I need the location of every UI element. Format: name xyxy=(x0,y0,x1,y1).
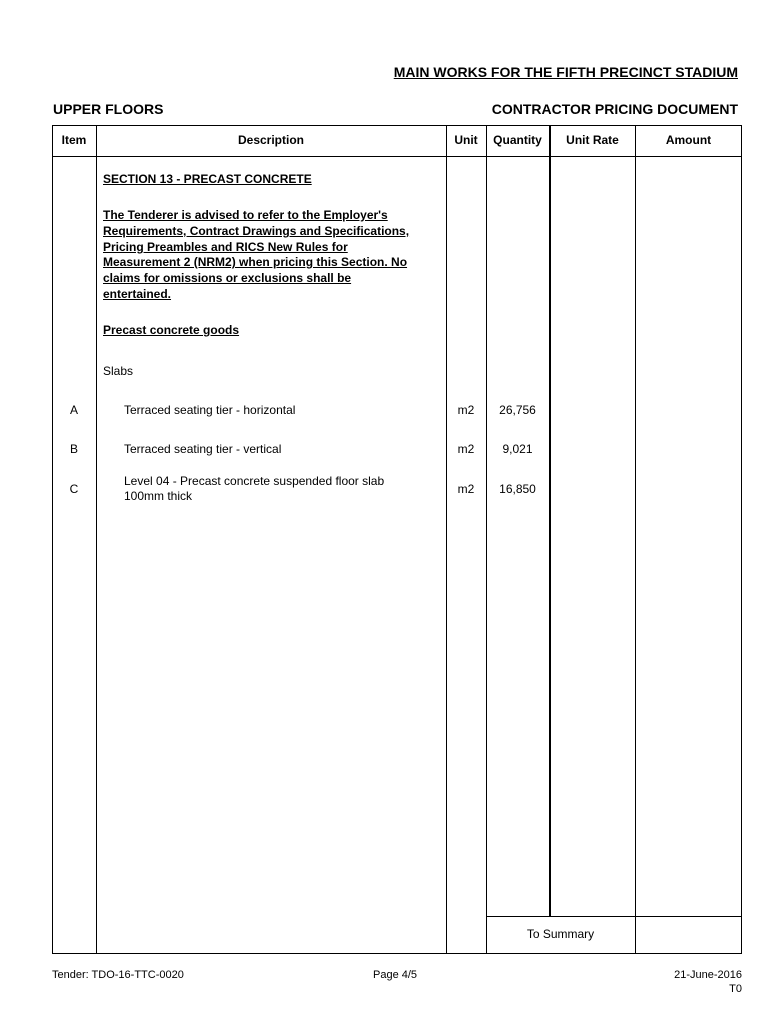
notice-line: Requirements, Contract Drawings and Specifications, xyxy=(103,224,410,238)
col-border-right xyxy=(741,125,742,954)
document-type: CONTRACTOR PRICING DOCUMENT xyxy=(491,101,738,117)
col-border-desc xyxy=(446,125,447,954)
summary-label: To Summary xyxy=(526,927,595,941)
col-header-unit-rate: Unit Rate xyxy=(566,133,619,147)
col-border-rate xyxy=(635,125,636,954)
row-unit: m2 xyxy=(457,442,475,456)
section-title: UPPER FLOORS xyxy=(53,101,164,117)
row-item: C xyxy=(69,482,79,496)
row-quantity: 9,021 xyxy=(502,442,533,456)
document-title: MAIN WORKS FOR THE FIFTH PRECINCT STADIUM xyxy=(393,64,738,80)
notice-line: Pricing Preambles and RICS New Rules for xyxy=(103,240,348,254)
notice-line: The Tenderer is advised to refer to the Employer's xyxy=(103,208,388,222)
row-description: Terraced seating tier - horizontal xyxy=(124,403,296,417)
row-description: Terraced seating tier - vertical xyxy=(124,442,282,456)
col-border-left xyxy=(52,125,53,954)
revision-code: T0 xyxy=(729,983,742,995)
row-description: Level 04 - Precast concrete suspended floor slab xyxy=(124,474,385,488)
summary-top-border xyxy=(486,916,742,917)
col-border-unit xyxy=(486,125,487,954)
col-border-qty xyxy=(549,125,551,917)
tender-reference: Tender: TDO-16-TTC-0020 xyxy=(52,969,184,981)
col-header-item: Item xyxy=(61,133,87,147)
table-bottom-border xyxy=(52,953,742,954)
row-quantity: 26,756 xyxy=(499,403,536,417)
col-header-description: Description xyxy=(237,133,304,147)
col-header-unit: Unit xyxy=(454,133,478,147)
subheading: Precast concrete goods xyxy=(103,323,240,337)
notice-line: entertained. xyxy=(103,287,172,301)
page-number: Page 4/5 xyxy=(373,969,418,981)
row-quantity: 16,850 xyxy=(499,482,536,496)
col-header-quantity: Quantity xyxy=(493,133,542,147)
row-description-continued: 100mm thick xyxy=(124,489,193,503)
notice-line: claims for omissions or exclusions shall be xyxy=(103,271,352,285)
row-item: B xyxy=(69,442,78,456)
row-unit: m2 xyxy=(457,482,475,496)
row-item: A xyxy=(69,403,78,417)
table-top-border xyxy=(52,125,742,126)
col-header-amount: Amount xyxy=(665,133,712,147)
section-heading: SECTION 13 - PRECAST CONCRETE xyxy=(103,172,312,186)
notice-line: Measurement 2 (NRM2) when pricing this Section. No xyxy=(103,255,408,269)
row-unit: m2 xyxy=(457,403,475,417)
col-border-item xyxy=(96,125,97,954)
header-bottom-border xyxy=(52,156,742,157)
document-date: 21-June-2016 xyxy=(674,969,742,981)
group-label: Slabs xyxy=(103,364,134,378)
